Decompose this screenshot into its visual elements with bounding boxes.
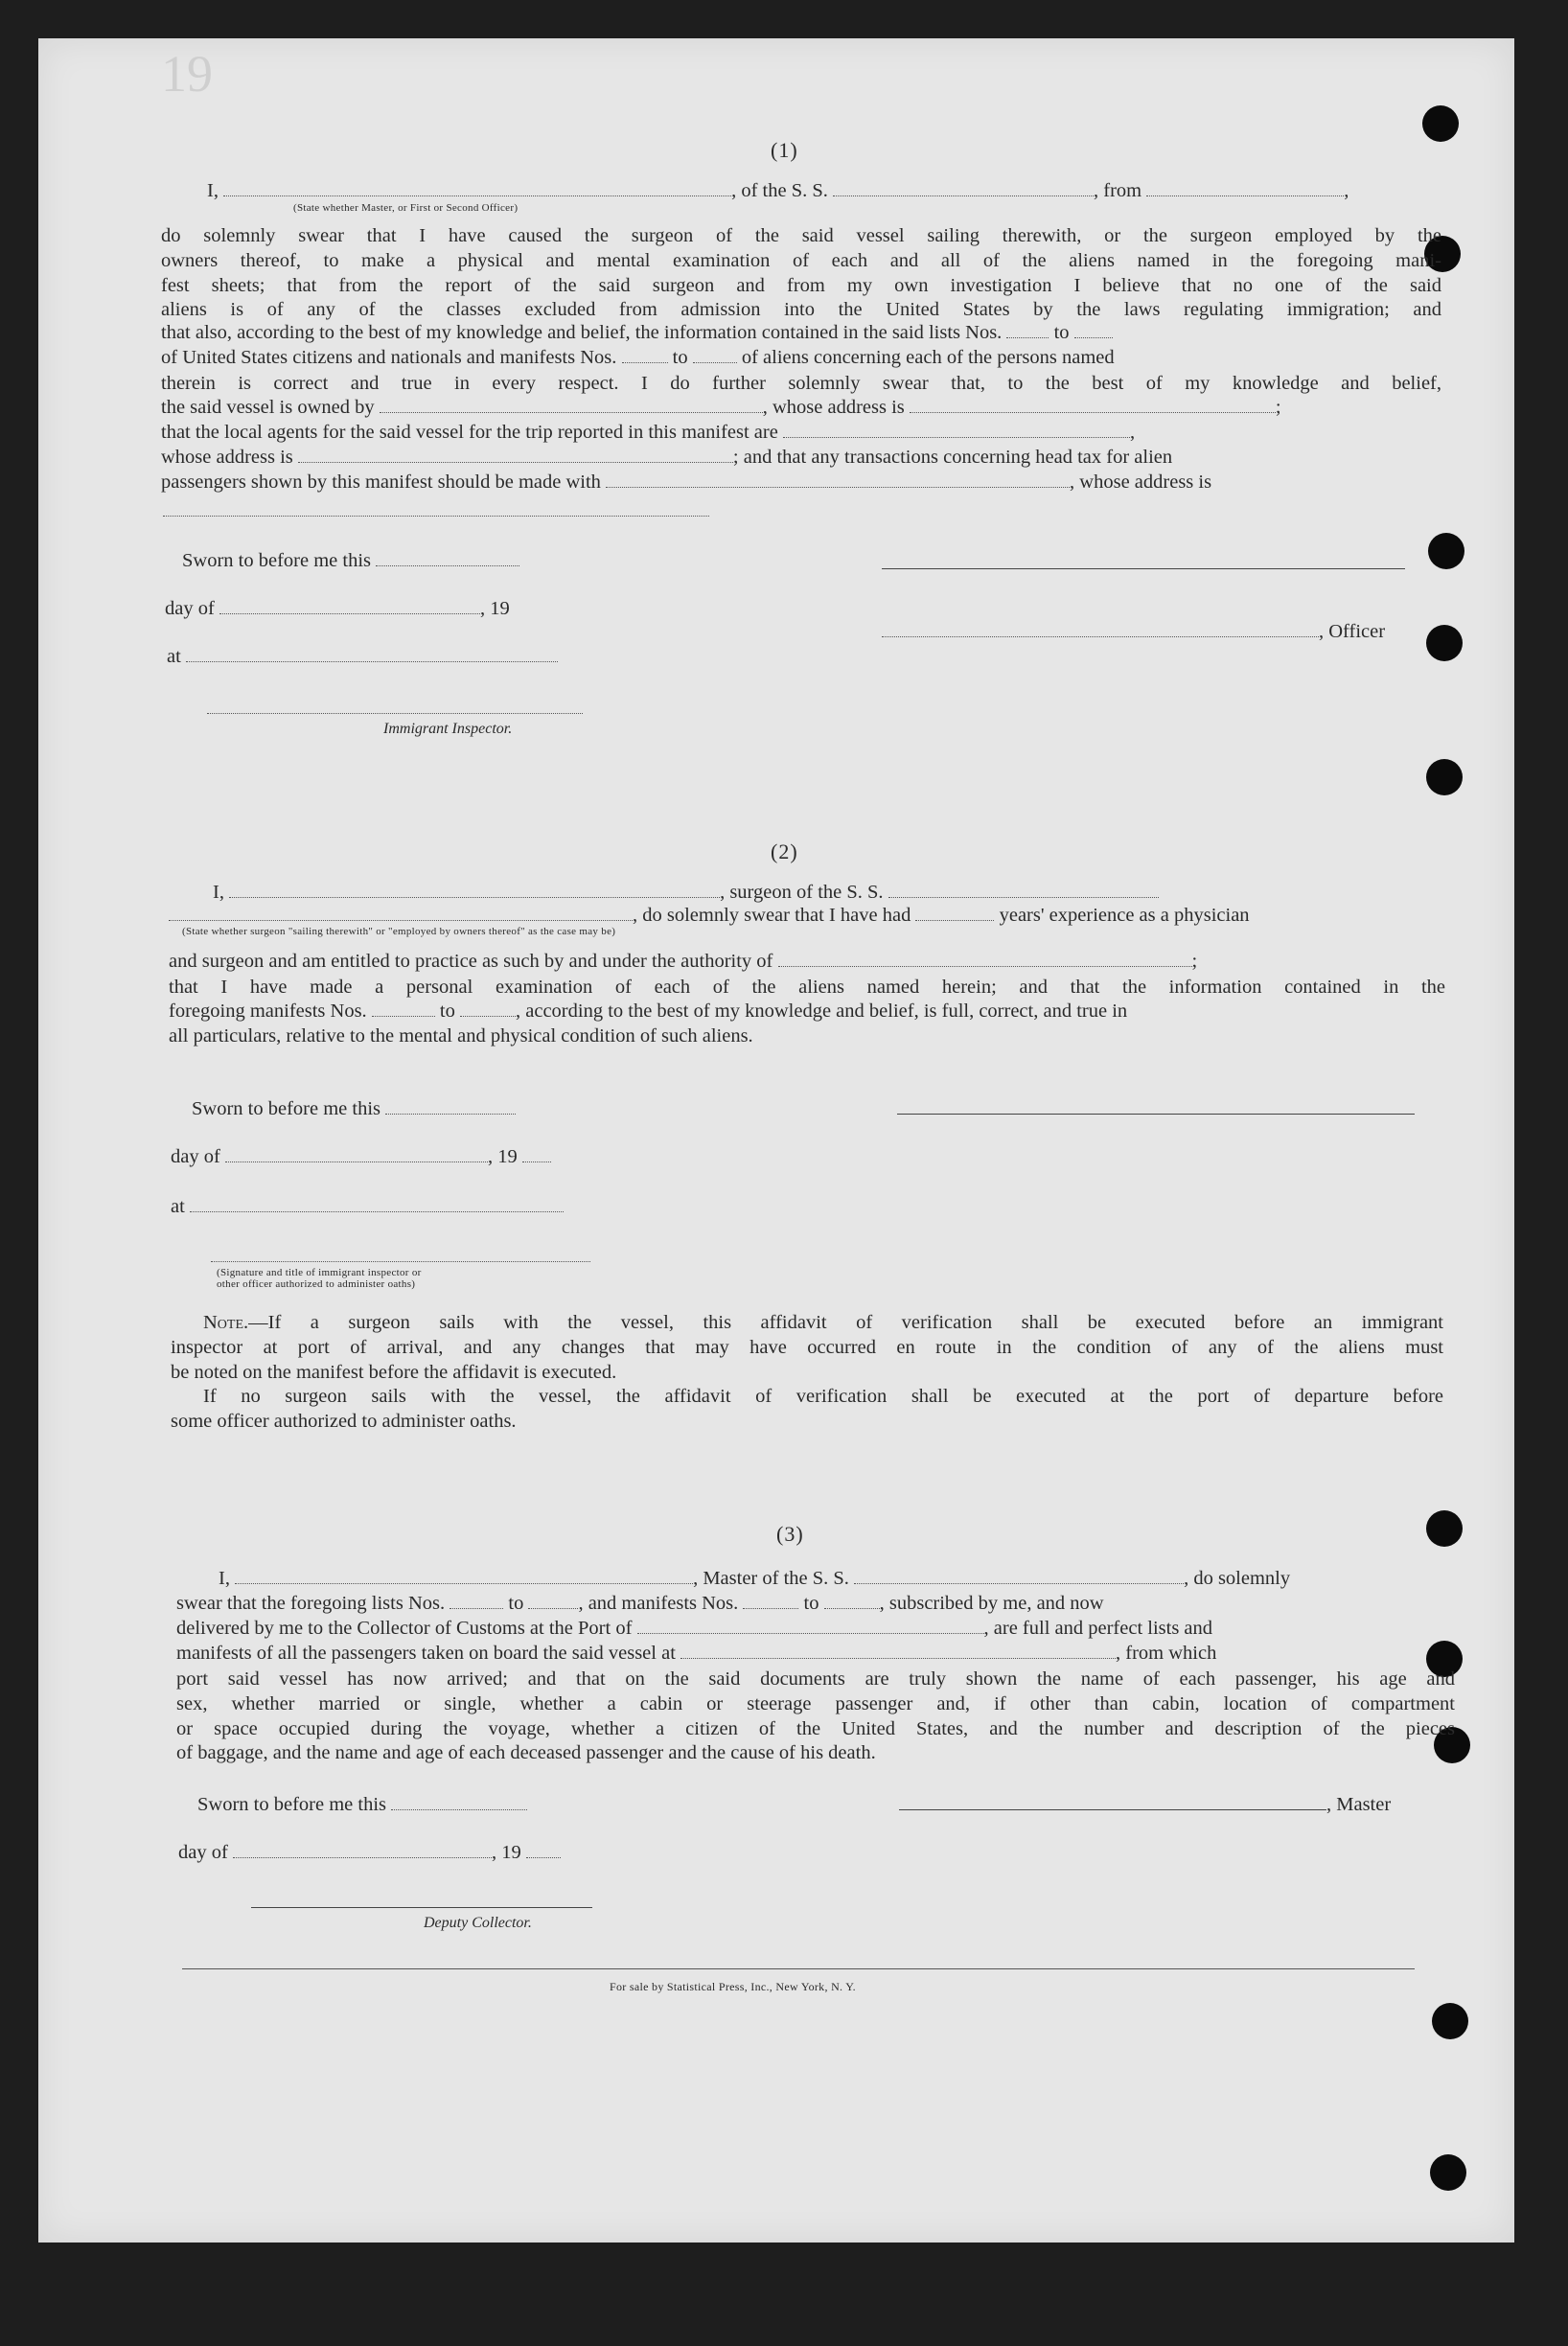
section-number: (2) bbox=[771, 840, 798, 863]
inspector-caption: Immigrant Inspector. bbox=[383, 721, 513, 737]
surgeon-line: that I have made a personal examination of each of the aliens named herein; and that the information contained in the bbox=[169, 977, 1445, 998]
place-line: at bbox=[167, 646, 558, 668]
signature-line bbox=[882, 568, 1405, 569]
punch-hole bbox=[1426, 759, 1463, 795]
sworn-line: Sworn to before me this bbox=[192, 1098, 516, 1120]
oath-line: that the local agents for the said vessel for the trip reported in this manifest are , bbox=[161, 422, 1136, 443]
oath-paragraph: do solemnly swear that I have caused the surgeon of the said vessel sailing therewith, or the surgeon employed by the owners thereof, to make a physical and mental examination of each and all of the aliens named in the foregoing mani- fest sheets; that from the report of the said surgeon and from my own investigation I believe that no one of the said aliens is of any of the classes excluded from admission into the United States by the laws regulating immigration; and bbox=[161, 225, 1441, 321]
footer-rule bbox=[182, 1968, 1415, 1969]
surgeon-line: , do solemnly swear that I have had years' experience as a physician bbox=[169, 905, 1250, 927]
sworn-line: Sworn to before me this bbox=[197, 1794, 527, 1816]
official-signature-line bbox=[211, 1261, 590, 1262]
oath-line: that also, according to the best of my knowledge and belief, the information contained in the said lists Nos. to bbox=[161, 322, 1113, 344]
signature-caption: (Signature and title of immigrant inspector or other officer authorized to administer oaths) bbox=[217, 1267, 422, 1290]
master-paragraph: port said vessel has now arrived; and that on the said documents are truly shown the name of each passenger, his age and sex, whether married or single, whether a cabin or steerage passenger and, if other than cabin, location of compartment or space occupied during the voyage, whether a citizen of the United States, and the number and description of the pieces of baggage, and the name and age of each deceased passenger and the cause of his death. bbox=[176, 1668, 1455, 1764]
master-line: manifests of all the passengers taken on board the said vessel at , from which bbox=[176, 1643, 1217, 1664]
collector-caption: Deputy Collector. bbox=[424, 1915, 532, 1931]
date-line: day of , 19 bbox=[171, 1146, 551, 1168]
surgeon-line: I, , surgeon of the S. S. bbox=[213, 882, 1159, 904]
punch-hole bbox=[1432, 2003, 1468, 2039]
corner-mark: 19 bbox=[161, 45, 213, 103]
punch-hole bbox=[1430, 2154, 1466, 2191]
oath-line: therein is correct and true in every respect. I do further solemnly swear that, to the best of my knowledge and belief, bbox=[161, 373, 1441, 394]
field-caption: (State whether Master, or First or Second Officer) bbox=[293, 202, 519, 214]
surgeon-line: foregoing manifests Nos. to , according to the best of my knowledge and belief, is full, correct, and true in bbox=[169, 1000, 1128, 1022]
document-sheet bbox=[38, 38, 1514, 2242]
officer-line: , Officer bbox=[882, 621, 1385, 643]
collector-signature-line bbox=[251, 1907, 592, 1908]
surgeon-line: and surgeon and am entitled to practice as such by and under the authority of ; bbox=[169, 951, 1198, 972]
date-line: day of , 19 bbox=[165, 598, 510, 619]
master-line: delivered by me to the Collector of Customs at the Port of , are full and perfect lists and bbox=[176, 1618, 1213, 1639]
punch-hole bbox=[1426, 625, 1463, 661]
section-number: (1) bbox=[771, 138, 798, 162]
surgeon-line: all particulars, relative to the mental and physical condition of such aliens. bbox=[169, 1025, 753, 1046]
field-caption: (State whether surgeon "sailing therewith" or "employed by owners thereof" as the case may be) bbox=[182, 926, 616, 937]
oath-line: passengers shown by this manifest should be made with , whose address is bbox=[161, 472, 1212, 493]
oath-line: whose address is ; and that any transactions concerning head tax for alien bbox=[161, 447, 1173, 468]
master-line: I, , Master of the S. S. , do solemnly bbox=[219, 1568, 1291, 1589]
punch-hole bbox=[1428, 533, 1464, 569]
footer-imprint: For sale by Statistical Press, Inc., New York, N. Y. bbox=[610, 1980, 856, 1993]
punch-hole bbox=[1426, 1510, 1463, 1547]
section-number: (3) bbox=[776, 1522, 804, 1546]
inspector-signature-line bbox=[207, 713, 583, 714]
oath-line: I, , of the S. S. , from , bbox=[207, 180, 1349, 201]
oath-line: of United States citizens and nationals and manifests Nos. to of aliens concerning each of the persons named bbox=[161, 347, 1115, 368]
master-line: swear that the foregoing lists Nos. to , and manifests Nos. to , subscribed by me, and now bbox=[176, 1593, 1104, 1614]
note-paragraph: Note.—If a surgeon sails with the vessel, this affidavit of verification shall be executed before an immigrant inspector at port of arrival, and any changes that may have occurred en route in the condition of any of the aliens must be noted on the manifest before the affidavit is executed. If no surgeon sails with the vessel, the affidavit of verification shall be executed at the port of departure before some officer authorized to administer oaths. bbox=[171, 1312, 1443, 1433]
sworn-line: Sworn to before me this bbox=[182, 550, 519, 572]
blank-line bbox=[163, 516, 709, 517]
signature-line bbox=[897, 1114, 1415, 1115]
punch-hole bbox=[1422, 105, 1459, 142]
master-signature-line: , Master bbox=[899, 1794, 1391, 1816]
oath-line: the said vessel is owned by , whose address is ; bbox=[161, 397, 1281, 418]
date-line: day of , 19 bbox=[178, 1842, 561, 1864]
place-line: at bbox=[171, 1196, 564, 1218]
